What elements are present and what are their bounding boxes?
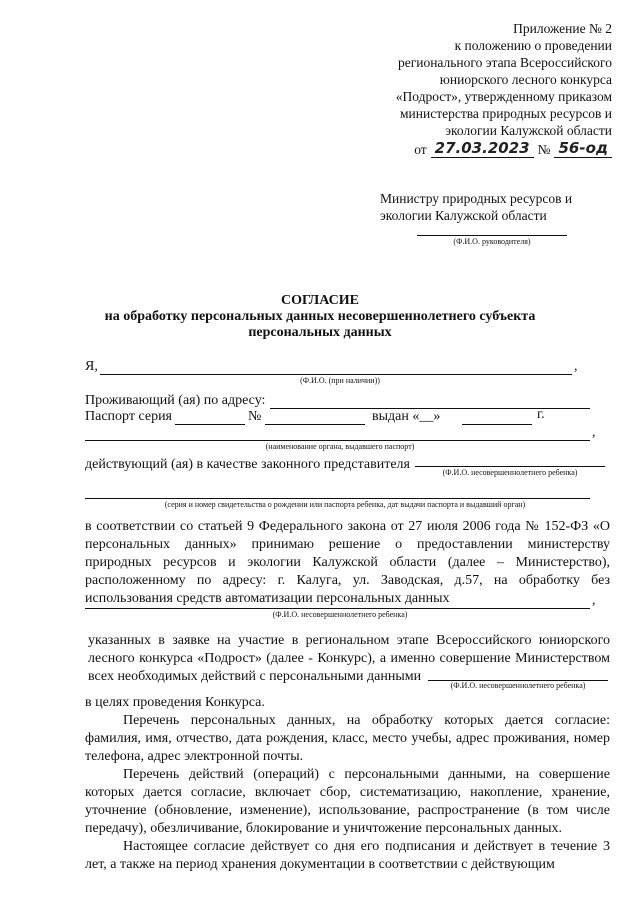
consent-paragraph-2: указанных в заявке на участие в региональном этапе Всероссийского юниорского лесного конкурса «Подрост» (далее - Конкурс), а именно совершение Министерством всех необходимых действий с персональными данными (88, 633, 610, 684)
child-fio-caption-2: (Ф.И.О. несовершеннолетнего ребенка) (272, 610, 408, 619)
ya-label: Я, (85, 359, 98, 374)
year-suffix: г. (537, 407, 545, 422)
date-prefix: от (414, 142, 427, 157)
passport-number-field[interactable] (265, 424, 365, 425)
consent-paragraph-3: в целях проведения Конкурса. (85, 695, 265, 710)
child-fio-field-2[interactable] (85, 608, 590, 609)
number-prefix: № (537, 142, 551, 157)
document-title: СОГЛАСИЕ (281, 293, 359, 308)
annex-line: к положению о проведении (454, 38, 612, 53)
passport-series-field[interactable] (175, 424, 245, 425)
consent-paragraph-4: Перечень персональных данных, на обработку которых дается согласие: фамилия, имя, отчество, дата рождения, класс, место учебы, адрес проживания, номер телефона, адрес электронной почты. (85, 713, 610, 764)
passport-series-label: Паспорт серия (85, 409, 172, 424)
consent-paragraph-6: Настоящее согласие действует со дня его подписания и действует в течение 3 лет, а также на период хранения документации в соответствии с действующим (85, 839, 610, 872)
representative-label: действующий (ая) в качестве законного представителя (85, 457, 410, 472)
document-subtitle-1: на обработку персональных данных несовершеннолетнего субъекта (104, 309, 536, 324)
issuer-field[interactable] (85, 440, 590, 441)
handwritten-number: 56-од (554, 139, 612, 158)
child-fio-caption: (Ф.И.О. несовершеннолетнего ребенка) (442, 468, 578, 477)
document-subtitle-2: персональных данных (248, 325, 392, 340)
comma-mark: , (574, 359, 578, 374)
consent-paragraph-1: в соответствии со статьей 9 Федерального закона от 27 июля 2006 года № 152-ФЗ «О персональных данных» принимаю решение о предоставлении министерству природных ресурсов и экологии Калужской области (далее – Министерство), расположенному по адресу: г. Калуга, ул. Заводская, д.57, на обработку без использования средств автоматизации персональных данных (85, 519, 610, 606)
addressee-line-1: Министру природных ресурсов и (380, 191, 573, 206)
addressee-block (380, 190, 605, 224)
child-document-field[interactable] (85, 498, 590, 499)
annex-line: юниорского лесного конкурса (439, 72, 612, 87)
addressee-line-2: экологии Калужской области (380, 208, 547, 223)
fio-caption: (Ф.И.О. (при наличии)) (300, 376, 380, 385)
child-fio-field[interactable] (415, 466, 605, 467)
child-document-caption: (серия и номер свидетельства о рождении или паспорта ребенка, дат выдачи паспорта и выдавший орган) (164, 500, 526, 509)
annex-line: экологии Калужской области (445, 123, 612, 138)
annex-block (360, 20, 612, 158)
annex-line: «Подрост», утвержденному приказом (395, 89, 612, 104)
consent-paragraph-5: Перечень действий (операций) с персональными данными, на совершение которых дается согласие, включает сбор, систематизацию, накопление, хранение, уточнение (обновление, изменение), использование, распространение (в том числе передачу), обезличивание, блокирование и уничтожение персональных данных. (85, 767, 610, 836)
director-caption: (Ф.И.О. руководителя) (453, 237, 531, 246)
address-label: Проживающий (ая) по адресу: (85, 393, 266, 408)
child-fio-caption-3: (Ф.И.О. несовершеннолетнего ребенка) (450, 681, 586, 690)
annex-line: министерства природных ресурсов и (399, 106, 612, 121)
handwritten-date: 27.03.2023 (431, 139, 534, 158)
annex-date-line (360, 139, 612, 158)
issuer-caption: (наименование органа, выдавшего паспорт) (265, 442, 415, 451)
director-signature-line[interactable] (417, 235, 567, 246)
passport-number-label: № (248, 409, 262, 424)
comma-mark: , (592, 425, 596, 440)
issued-date-field[interactable] (462, 424, 532, 425)
annex-line: регионального этапа Всероссийского (397, 55, 612, 70)
issued-label: выдан «__» (372, 409, 441, 424)
comma-mark: , (592, 593, 596, 608)
fio-field[interactable] (100, 374, 572, 375)
annex-line: Приложение № 2 (513, 21, 612, 36)
